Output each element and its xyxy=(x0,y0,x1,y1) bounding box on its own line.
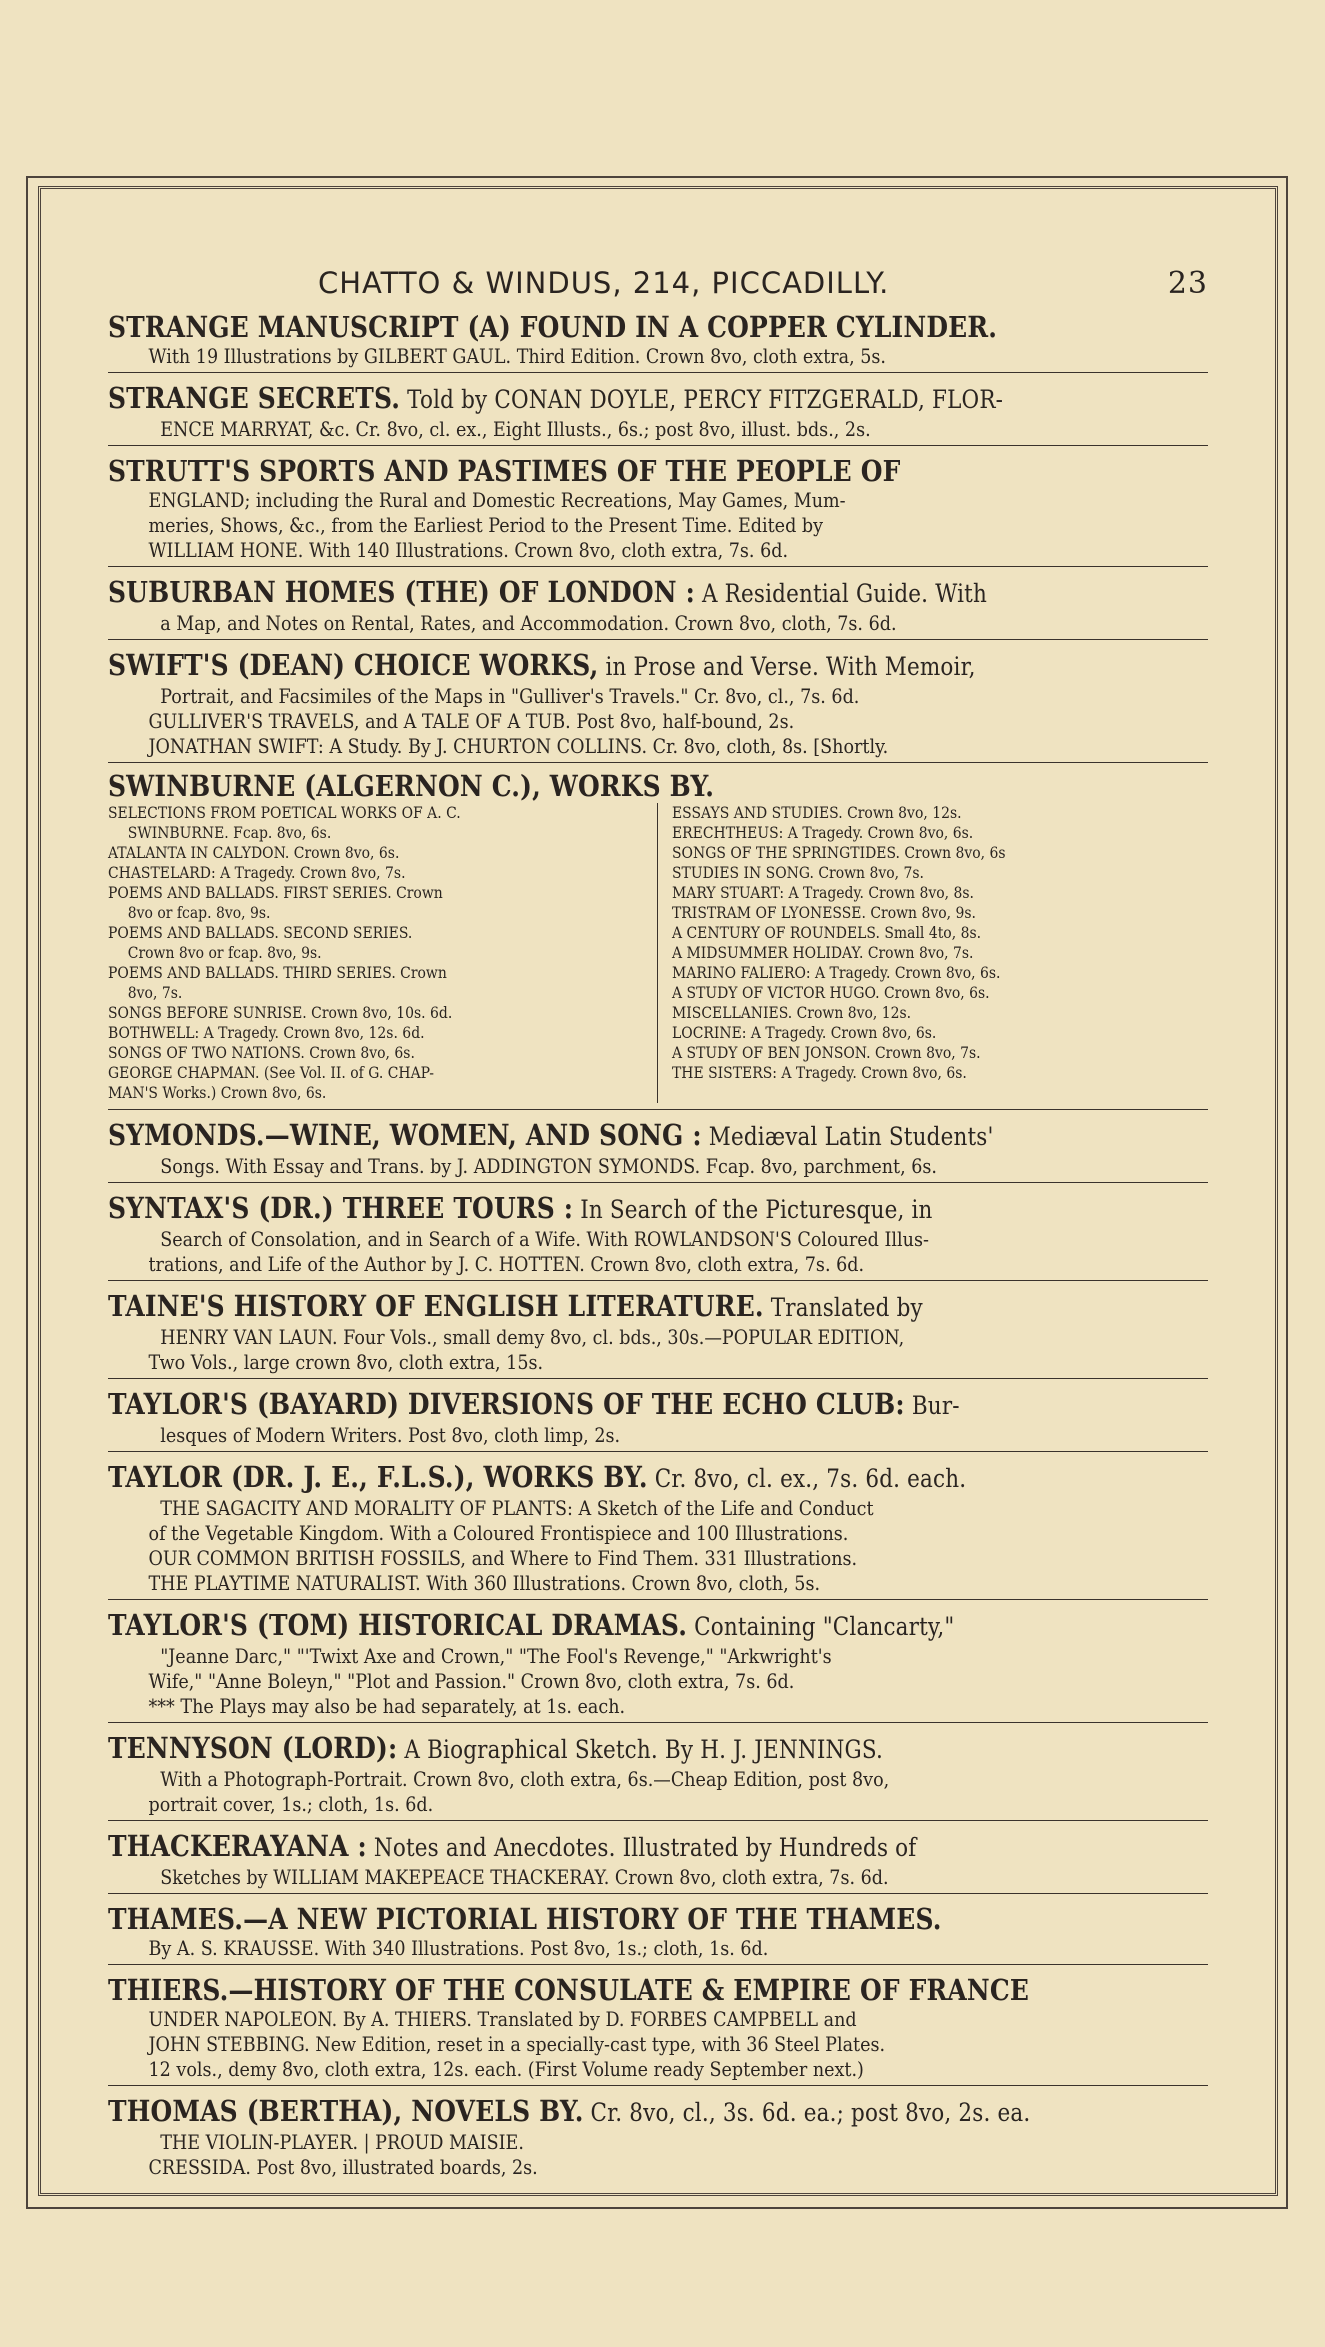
entry-title: THOMAS (BERTHA), NOVELS BY. xyxy=(108,2094,584,2128)
entry-detail-line: Search of Consolation, and in Search of a Wife. With ROWLANDSON'S Coloured Illus- xyxy=(160,1228,929,1251)
work-listing: POEMS AND BALLADS. THIRD SERIES. Crown xyxy=(108,964,447,982)
work-listing: A MIDSUMMER HOLIDAY. Crown 8vo, 7s. xyxy=(672,944,974,962)
entry-detail-line: Two Vols., large crown 8vo, cloth extra, 15s. xyxy=(148,1351,544,1374)
catalogue-entry xyxy=(108,1606,1208,1723)
work-listing: A CENTURY OF ROUNDELS. Small 4to, 8s. xyxy=(672,924,982,942)
entry-detail-line: *** The Plays may also be had separately, at 1s. each. xyxy=(148,1695,626,1718)
work-listing: 8vo, 7s. xyxy=(127,984,183,1002)
entry-detail-line: CRESSIDA. Post 8vo, illustrated boards, 2s. xyxy=(148,2156,538,2179)
work-listing: GEORGE CHAPMAN. (See Vol. II. of G. CHAP- xyxy=(108,1064,434,1082)
work-listing: CHASTELARD: A Tragedy. Crown 8vo, 7s. xyxy=(108,864,406,882)
entry-detail-line: Sketches by WILLIAM MAKEPEACE THACKERAY. Crown 8vo, cloth extra, 7s. 6d. xyxy=(160,1866,889,1889)
entry-title-continuation: Notes and Anecdotes. Illustrated by Hundreds of xyxy=(366,1833,917,1862)
work-listing: TRISTRAM OF LYONESSE. Crown 8vo, 9s. xyxy=(672,904,976,922)
entry-detail-line: ENGLAND; including the Rural and Domestic Recreations, May Games, Mum- xyxy=(148,489,846,512)
entry-detail-line: lesques of Modern Writers. Post 8vo, cloth limp, 2s. xyxy=(160,1424,621,1447)
entry-title: TAYLOR'S (BAYARD) DIVERSIONS OF THE ECHO CLUB: xyxy=(108,1387,905,1421)
entry-title-continuation: Mediæval Latin Students' xyxy=(701,1122,994,1151)
work-listing: MAN'S Works.) Crown 8vo, 6s. xyxy=(108,1084,327,1102)
entries-group-2 xyxy=(108,1116,1208,2183)
entry-detail-line: HENRY VAN LAUN. Four Vols., small demy 8vo, cl. bds., 30s.—POPULAR EDITION, xyxy=(160,1326,905,1349)
entry-title: THAMES.—A NEW PICTORIAL HISTORY OF THE THAMES. xyxy=(108,1902,942,1936)
catalogue-entry xyxy=(108,1458,1208,1600)
entry-title-continuation: In Search of the Picturesque, in xyxy=(573,1195,933,1224)
entry-detail-line: of the Vegetable Kingdom. With a Coloured Frontispiece and 100 Illustrations. xyxy=(148,1522,849,1545)
work-listing: THE SISTERS: A Tragedy. Crown 8vo, 6s. xyxy=(672,1064,967,1082)
entry-title: TAINE'S HISTORY OF ENGLISH LITERATURE. xyxy=(108,1289,764,1323)
entry-heading xyxy=(108,1608,1054,1644)
work-listing: POEMS AND BALLADS. SECOND SERIES. xyxy=(108,924,413,942)
catalogue-entry xyxy=(108,1189,1208,1281)
entry-heading xyxy=(108,381,1054,417)
catalogue-entry xyxy=(108,1971,1208,2086)
catalogue-entry xyxy=(108,452,1208,567)
entry-heading xyxy=(108,648,1054,684)
work-listing: Crown 8vo or fcap. 8vo, 9s. xyxy=(127,944,322,962)
entry-title-continuation: A Biographical Sketch. By H. J. JENNINGS. xyxy=(397,1735,884,1764)
entry-title-continuation: Bur- xyxy=(904,1391,960,1420)
entry-heading xyxy=(108,1191,1054,1227)
entry-title-continuation: A Residential Guide. With xyxy=(694,579,987,608)
entry-heading xyxy=(108,1973,1054,2007)
entry-detail-line: THE PLAYTIME NATURALIST. With 360 Illustrations. Crown 8vo, cloth, 5s. xyxy=(148,1572,821,1595)
work-listing: MARINO FALIERO: A Tragedy. Crown 8vo, 6s. xyxy=(672,964,1001,982)
entry-detail-line: JOHN STEBBING. New Edition, reset in a specially-cast type, with 36 Steel Plates. xyxy=(148,2033,886,2056)
entry-detail-line: With a Photograph-Portrait. Crown 8vo, cloth extra, 6s.—Cheap Edition, post 8vo, xyxy=(160,1768,890,1791)
entry-detail-line: 12 vols., demy 8vo, cloth extra, 12s. each. (First Volume ready September next.) xyxy=(148,2058,864,2081)
entry-title-continuation: Told by CONAN DOYLE, PERCY FITZGERALD, FLOR- xyxy=(400,385,1004,414)
work-listing: A STUDY OF BEN JONSON. Crown 8vo, 7s. xyxy=(672,1044,981,1062)
entry-detail-line: By A. S. KRAUSSE. With 340 Illustrations. Post 8vo, 1s.; cloth, 1s. 6d. xyxy=(148,1937,769,1960)
catalogue-entry xyxy=(108,1729,1208,1821)
work-listing: SWINBURNE. Fcap. 8vo, 6s. xyxy=(127,824,332,842)
work-listing: SONGS OF TWO NATIONS. Crown 8vo, 6s. xyxy=(108,1044,415,1062)
running-head xyxy=(108,258,1208,308)
work-listing: SONGS OF THE SPRINGTIDES. Crown 8vo, 6s xyxy=(672,844,1006,862)
entry-heading: SWINBURNE (ALGERNON C.), WORKS BY. xyxy=(108,769,715,803)
entry-detail-line: a Map, and Notes on Rental, Rates, and Accommodation. Crown 8vo, cloth, 7s. 6d. xyxy=(160,612,897,635)
entry-detail-line: "Jeanne Darc," "'Twixt Axe and Crown," "The Fool's Revenge," "Arkwright's xyxy=(160,1645,832,1668)
entry-detail-line: THE VIOLIN-PLAYER. | PROUD MAISIE. xyxy=(160,2131,524,2154)
entry-detail-line: meries, Shows, &c., from the Earliest Period to the Present Time. Edited by xyxy=(148,514,824,537)
entry-detail-line: UNDER NAPOLEON. By A. THIERS. Translated by D. FORBES CAMPBELL and xyxy=(148,2008,857,2031)
work-listing: ATALANTA IN CALYDON. Crown 8vo, 6s. xyxy=(108,844,400,862)
catalogue-page xyxy=(108,258,1208,2189)
entries-group-1 xyxy=(108,308,1208,763)
entry-title: TAYLOR (DR. J. E., F.L.S.), WORKS BY. xyxy=(108,1460,648,1494)
catalogue-entry xyxy=(108,646,1208,763)
entry-title: STRUTT'S SPORTS AND PASTIMES OF THE PEOPLE OF xyxy=(108,454,901,488)
entry-detail-line: Songs. With Essay and Trans. by J. ADDINGTON SYMONDS. Fcap. 8vo, parchment, 6s. xyxy=(160,1155,937,1178)
catalogue-entry xyxy=(108,308,1208,373)
catalogue-entry xyxy=(108,1287,1208,1379)
entry-detail-line: Wife," "Anne Boleyn," "Plot and Passion." Crown 8vo, cloth extra, 7s. 6d. xyxy=(148,1670,795,1693)
catalogue-entry xyxy=(108,1900,1208,1965)
catalogue-entry xyxy=(108,1827,1208,1894)
entry-title: SUBURBAN HOMES (THE) OF LONDON : xyxy=(108,575,695,609)
entry-heading xyxy=(108,1387,1054,1423)
entry-title: TAYLOR'S (TOM) HISTORICAL DRAMAS. xyxy=(108,1608,688,1642)
entry-heading xyxy=(108,575,1054,611)
entry-title-continuation: Cr. 8vo, cl., 3s. 6d. ea.; post 8vo, 2s. ea. xyxy=(583,2098,1031,2127)
entry-heading xyxy=(108,1289,1054,1325)
work-listing: 8vo or fcap. 8vo, 9s. xyxy=(127,904,271,922)
entry-detail-line: Portrait, and Facsimiles of the Maps in "Gulliver's Travels." Cr. 8vo, cl., 7s. 6d. xyxy=(160,685,860,708)
swinburne-works-columns xyxy=(108,803,1208,1110)
entry-title: SYMONDS.—WINE, WOMEN, AND SONG : xyxy=(108,1118,702,1152)
catalogue-entry xyxy=(108,1116,1208,1183)
entry-title: STRANGE SECRETS. xyxy=(108,381,401,415)
entry-heading xyxy=(108,1829,1054,1865)
work-listing: STUDIES IN SONG. Crown 8vo, 7s. xyxy=(672,864,924,882)
catalogue-entry xyxy=(108,573,1208,640)
entry-detail-line: JONATHAN SWIFT: A Study. By J. CHURTON COLLINS. Cr. 8vo, cloth, 8s. [Shortly. xyxy=(148,735,889,758)
entry-title-continuation: Translated by xyxy=(763,1293,923,1322)
entry-title-continuation: in Prose and Verse. With Memoir, xyxy=(598,652,976,681)
entry-title: SWIFT'S (DEAN) CHOICE WORKS, xyxy=(108,648,599,682)
entry-heading xyxy=(108,1731,1054,1767)
work-listing: SONGS BEFORE SUNRISE. Crown 8vo, 10s. 6d. xyxy=(108,1004,453,1022)
catalogue-entry xyxy=(108,379,1208,446)
catalogue-entry xyxy=(108,2092,1208,2183)
entry-heading xyxy=(108,1118,1054,1154)
work-listing: MARY STUART: A Tragedy. Crown 8vo, 8s. xyxy=(672,884,974,902)
work-listing: ESSAYS AND STUDIES. Crown 8vo, 12s. xyxy=(672,804,962,822)
entry-detail-line: THE SAGACITY AND MORALITY OF PLANTS: A Sketch of the Life and Conduct xyxy=(160,1497,874,1520)
swinburne-right-column xyxy=(658,803,1208,1103)
entry-title: STRANGE MANUSCRIPT (A) FOUND IN A COPPER CYLINDER. xyxy=(108,310,998,344)
entry-detail-line: portrait cover, 1s.; cloth, 1s. 6d. xyxy=(148,1793,434,1816)
entry-title-continuation: Containing "Clancarty," xyxy=(687,1612,955,1641)
entry-title: SYNTAX'S (DR.) THREE TOURS : xyxy=(108,1191,574,1225)
work-listing: A STUDY OF VICTOR HUGO. Crown 8vo, 6s. xyxy=(672,984,990,1002)
entry-detail-line: GULLIVER'S TRAVELS, and A TALE OF A TUB. Post 8vo, half-bound, 2s. xyxy=(148,710,795,733)
work-listing: POEMS AND BALLADS. FIRST SERIES. Crown xyxy=(108,884,443,902)
catalogue-entry xyxy=(108,1385,1208,1452)
entry-detail-line: OUR COMMON BRITISH FOSSILS, and Where to Find Them. 331 Illustrations. xyxy=(148,1547,858,1570)
entry-title-continuation: Cr. 8vo, cl. ex., 7s. 6d. each. xyxy=(647,1464,967,1493)
work-listing: SELECTIONS FROM POETICAL WORKS OF A. C. xyxy=(108,804,461,822)
work-listing: MISCELLANIES. Crown 8vo, 12s. xyxy=(672,1004,912,1022)
entry-title: TENNYSON (LORD): xyxy=(108,1731,398,1765)
work-listing: LOCRINE: A Tragedy. Crown 8vo, 6s. xyxy=(672,1024,937,1042)
entry-detail-line: With 19 Illustrations by GILBERT GAUL. Third Edition. Crown 8vo, cloth extra, 5s. xyxy=(148,345,887,368)
entry-detail-line: trations, and Life of the Author by J. C. HOTTEN. Crown 8vo, cloth extra, 7s. 6d. xyxy=(148,1253,865,1276)
work-listing: ERECHTHEUS: A Tragedy. Crown 8vo, 6s. xyxy=(672,824,974,842)
swinburne-left-column xyxy=(108,803,658,1103)
entry-heading xyxy=(108,454,1054,488)
entry-detail-line: WILLIAM HONE. With 140 Illustrations. Crown 8vo, cloth extra, 7s. 6d. xyxy=(148,539,789,562)
entry-heading xyxy=(108,1460,1054,1496)
entry-title: THACKERAYANA : xyxy=(108,1829,367,1863)
entry-heading xyxy=(108,2094,1054,2130)
entry-heading xyxy=(108,310,1054,344)
work-listing: BOTHWELL: A Tragedy. Crown 8vo, 12s. 6d. xyxy=(108,1024,425,1042)
page-number: 23 xyxy=(1167,266,1208,301)
entry-title: THIERS.—HISTORY OF THE CONSULATE & EMPIRE OF FRANCE xyxy=(108,1973,1030,2007)
entry-detail-line: ENCE MARRYAT, &c. Cr. 8vo, cl. ex., Eight Illusts., 6s.; post 8vo, illust. bds., 2s. xyxy=(160,418,871,441)
swinburne-entry xyxy=(108,769,1208,1110)
entry-heading xyxy=(108,1902,1054,1936)
publisher-address: CHATTO & WINDUS, 214, PICCADILLY. xyxy=(318,266,890,300)
